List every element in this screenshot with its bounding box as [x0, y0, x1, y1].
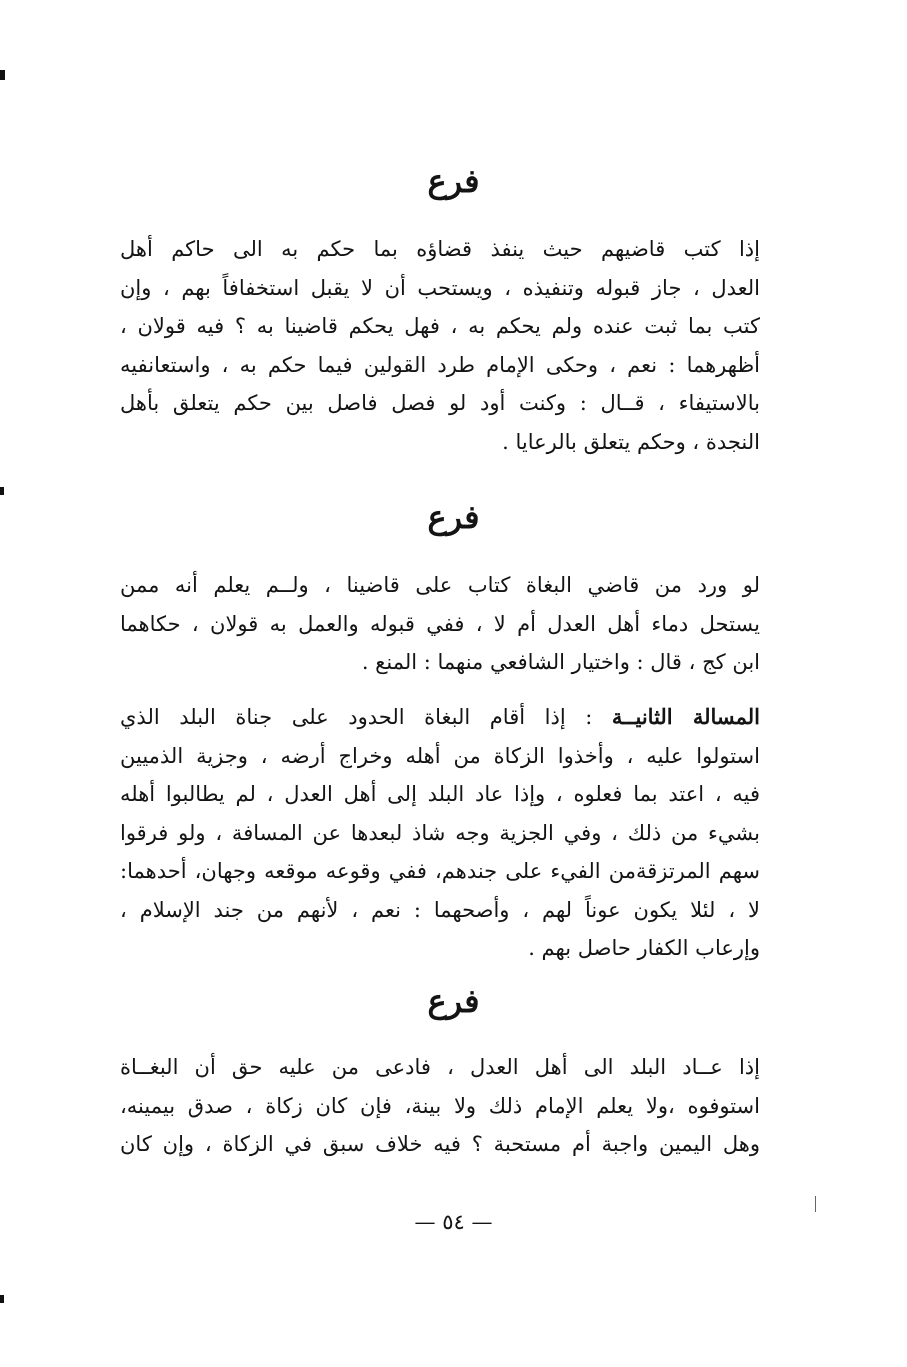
section-heading-2: فرع — [427, 498, 480, 536]
paragraph-3 — [120, 698, 760, 968]
paragraph-line: بالاستيفاء ، قــال : وكنت أود لو فصل فاصل بين حكم يتعلق بأهل — [120, 391, 760, 415]
paragraph-line: إذا عــاد البلد الى أهل العدل ، فادعى من عليه حق أن البغــاة — [120, 1055, 760, 1079]
paragraph-line: لو ورد من قاضي البغاة كتاب على قاضينا ، ولــم يعلم أنه ممن — [120, 573, 760, 597]
paragraph-line: استولوا عليه ، وأخذوا الزكاة من أهله وخراج أرضه ، وجزية الذميين — [120, 743, 760, 768]
paragraph-line: لا ، لئلا يكون عوناً لهم ، وأصحهما : نعم ، لأنهم من جند الإسلام ، — [120, 897, 760, 922]
issue-text: : إذا أقام البغاة الحدود على جناة البلد الذي — [120, 705, 612, 729]
paragraph-line: النجدة ، وحكم يتعلق بالرعايا . — [502, 429, 760, 454]
paragraph-line: يستحل دماء أهل العدل أم لا ، ففي قبوله والعمل به قولان ، حكاهما — [120, 611, 760, 636]
paragraph-line: وإرعاب الكفار حاصل بهم . — [528, 936, 760, 960]
scan-mark — [0, 1295, 4, 1303]
paragraph-2 — [120, 566, 760, 682]
paragraph-line: ابن كج ، قال : واختيار الشافعي منهما : المنع . — [361, 650, 760, 674]
paragraph-line: أظهرهما : نعم ، وحكى الإمام طرد القولين فيما حكم به ، واستعانفيه — [120, 352, 760, 377]
paragraph-line: وهل اليمين واجبة أم مستحبة ؟ فيه خلاف سبق في الزكاة ، وإن كان — [120, 1132, 760, 1156]
scan-mark — [0, 70, 5, 80]
issue-title: المسالة الثانيــة — [611, 704, 760, 729]
paragraph-line: إذا كتب قاضيهم حيث ينفذ قضاؤه بما حكم به الى حاكم أهل — [120, 237, 760, 261]
paragraph-line: كتب بما ثبت عنده ولم يحكم به ، فهل يحكم قاضينا به ؟ فيه قولان ، — [120, 314, 760, 338]
paragraph-line: بشيء من ذلك ، وفي الجزية وجه شاذ لبعدها عن المسافة ، ولو فرقوا — [120, 820, 760, 845]
paragraph-line-first — [120, 698, 760, 737]
page-number: — ٥٤ — — [414, 1210, 493, 1234]
paragraph-line: فيه ، اعتد بما فعلوه ، وإذا عاد البلد إلى أهل العدل ، لم يطالبوا أهله — [120, 782, 760, 806]
paragraph-line: سهم المرتزقةمن الفيء على جندهم، ففي وقوعه موقعه وجهان، أحدهما: — [120, 859, 760, 883]
paragraph-1 — [120, 230, 760, 461]
paragraph-line: العدل ، جاز قبوله وتنفيذه ، ويستحب أن لا يقبل استخفافاً بهم ، وإن — [120, 275, 760, 300]
paragraph-4 — [120, 1048, 760, 1164]
scan-mark — [0, 487, 4, 495]
scan-mark — [815, 1196, 816, 1212]
section-heading-1: فرع — [427, 162, 480, 200]
section-heading-3: فرع — [427, 982, 480, 1020]
paragraph-line: استوفوه ،ولا يعلم الإمام ذلك ولا بينة، فإن كان زكاة ، صدق بيمينه، — [120, 1093, 760, 1118]
